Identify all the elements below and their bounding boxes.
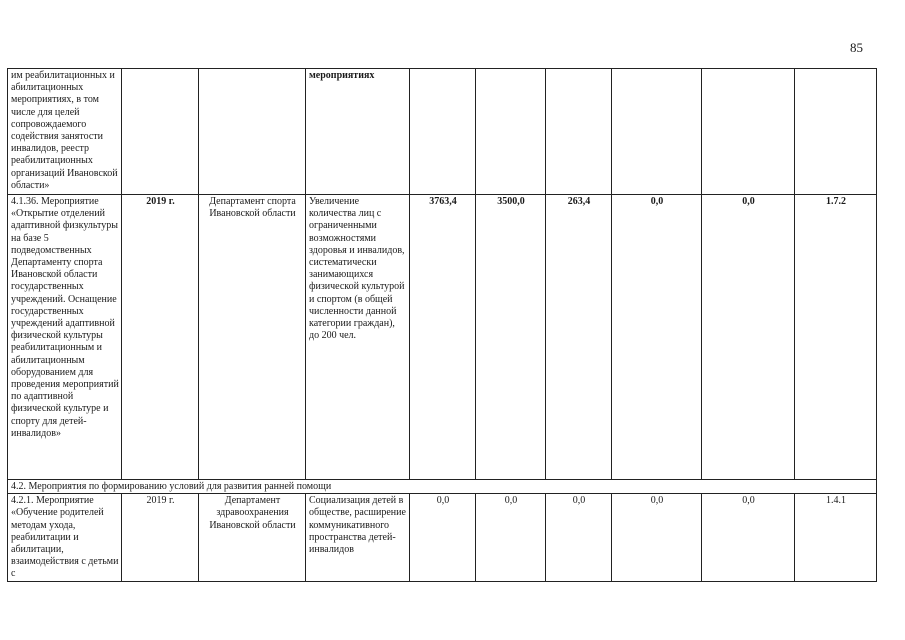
table-row-4-2-1 (8, 494, 877, 581)
cell-regional (546, 69, 612, 195)
cell-regional: 263,4 (546, 195, 612, 480)
cell-year: 2019 г. (122, 494, 199, 581)
program-table (7, 68, 877, 582)
cell-name: им реабилитационных и абилитационных мероприятиях, в том числе для целей сопровождаемого содействия занятости инвалидов, реестр реабилитационных организаций Ивановской области» (8, 69, 122, 195)
cell-regional: 0,0 (546, 494, 612, 581)
cell-federal: 0,0 (476, 494, 546, 581)
cell-total: 3763,4 (410, 195, 476, 480)
cell-total (410, 69, 476, 195)
cell-name: 4.1.36. Мероприятие «Открытие отделений адаптивной физкультуры на базе 5 подведомственных Департаменту спорта Ивановской области государственных учреждений. Оснащение государственных учреждений адаптивной физической культуры реабилитационным и абилитационным оборудованием для проведения мероприятий по адаптивной физической культуре и спорту для детей-инвалидов» (8, 195, 122, 480)
cell-year: 2019 г. (122, 195, 199, 480)
cell-local (612, 69, 702, 195)
cell-total: 0,0 (410, 494, 476, 581)
cell-indicator: 1.7.2 (795, 195, 877, 480)
cell-result: Социализация детей в обществе, расширение коммуникативного пространства детей-инвалидов (306, 494, 410, 581)
cell-executor (199, 69, 306, 195)
cell-name: 4.2.1. Мероприятие «Обучение родителей методам ухода, реабилитации и абилитации, взаимодействия с детьми с (8, 494, 122, 581)
cell-other (702, 69, 795, 195)
table-section-row (8, 480, 877, 494)
cell-other: 0,0 (702, 195, 795, 480)
cell-local: 0,0 (612, 494, 702, 581)
cell-local: 0,0 (612, 195, 702, 480)
cell-result: мероприятиях (306, 69, 410, 195)
cell-result: Увеличение количества лиц с ограниченными возможностями здоровья и инвалидов, систематически занимающихся физической культурой и спортом (в общей численности данной категории граждан), до 200 чел. (306, 195, 410, 480)
cell-indicator (795, 69, 877, 195)
page-number: 85 (850, 40, 863, 55)
table-row-4-1-36 (8, 195, 877, 480)
section-header: 4.2. Мероприятия по формированию условий для развития ранней помощи (8, 480, 877, 494)
cell-federal (476, 69, 546, 195)
cell-federal: 3500,0 (476, 195, 546, 480)
cell-indicator: 1.4.1 (795, 494, 877, 581)
table-row-continuation (8, 69, 877, 195)
cell-executor: Департамент здравоохранения Ивановской области (199, 494, 306, 581)
cell-other: 0,0 (702, 494, 795, 581)
cell-executor: Департамент спорта Ивановской области (199, 195, 306, 480)
cell-year (122, 69, 199, 195)
